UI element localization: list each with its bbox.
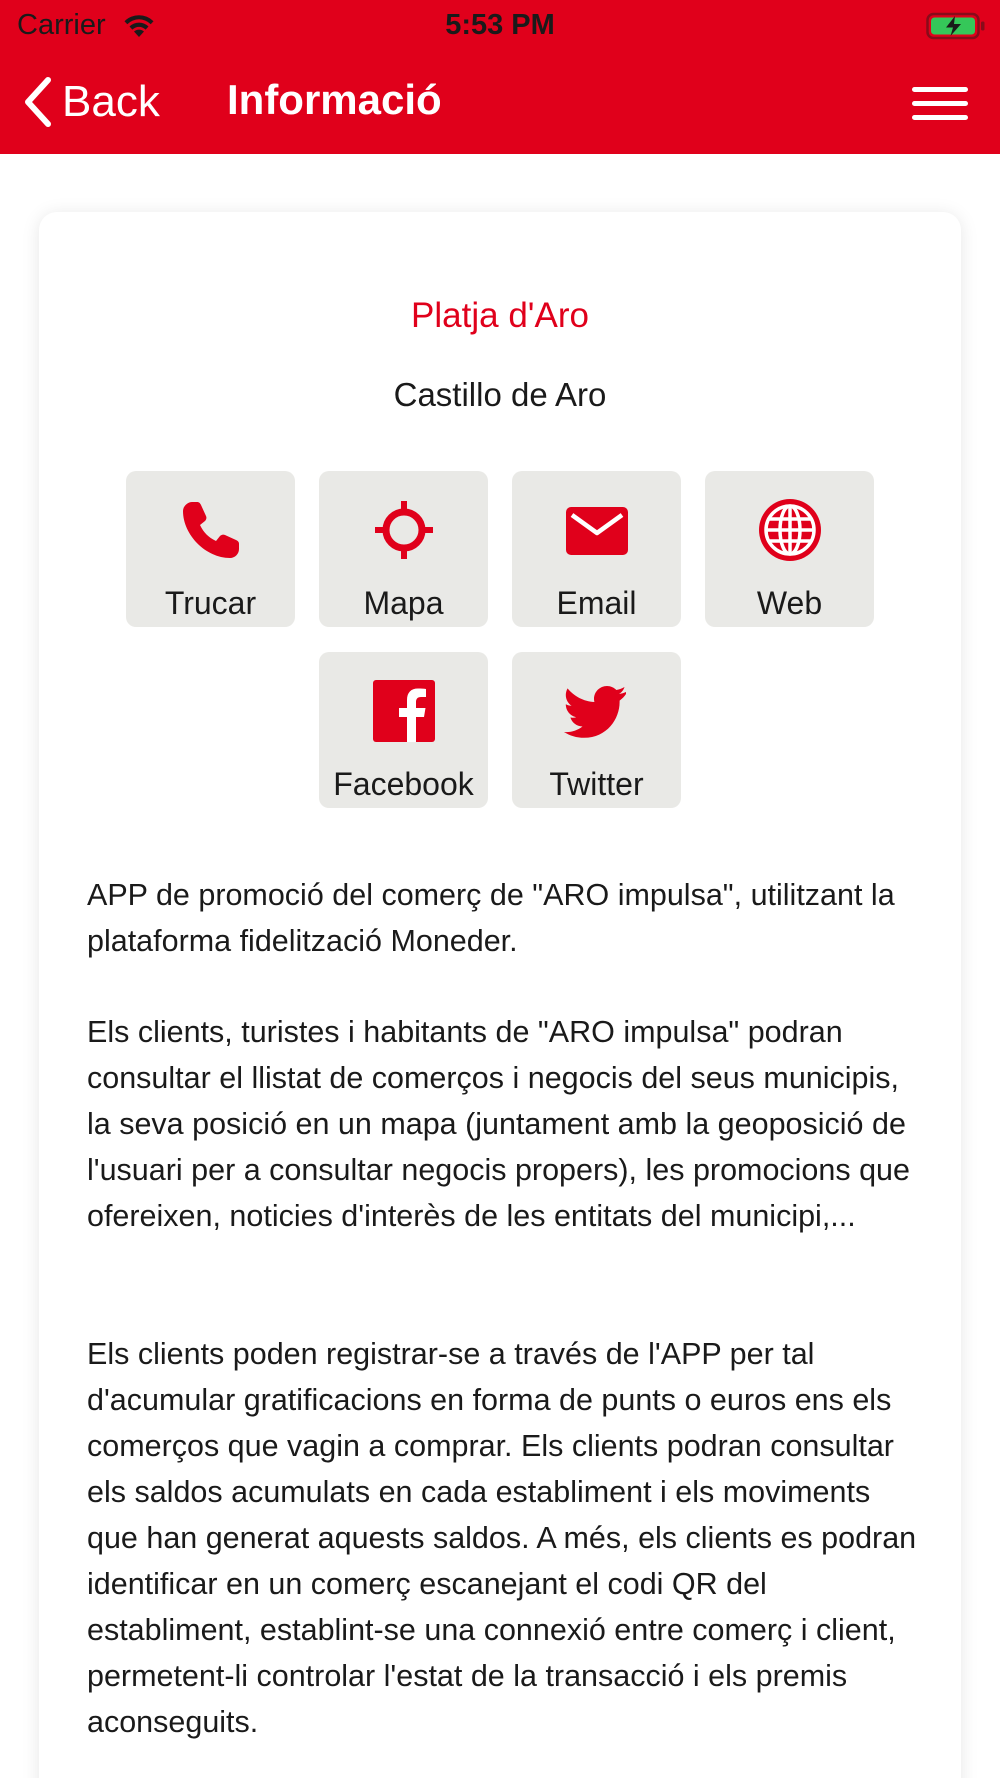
twitter-button[interactable] — [512, 652, 681, 808]
menu-line — [912, 115, 968, 120]
description-paragraph: Els clients, turistes i habitants de "ARO impulsa" podran consultar el llistat de comerços i negocis del seus municipis, la seva posició en un mapa (juntament amb la geoposició de l'usuari per a consultar negocis propers), les promocions que ofereixen, noticies d'interès de les entitats del municipi,... — [87, 1015, 910, 1233]
header — [0, 0, 1000, 154]
navigation-bar — [0, 50, 1000, 154]
description-paragraph: Els clients poden registrar-se a través de l'APP per tal d'acumular gratificacions en forma de punts o euros ens els comerços que vagin a comprar. Els clients podran consultar els saldos acumulats en cada establiment i els moviments que han generat aquests saldos. A més, els clients es podran identificar en un comerç escanejant el codi QR del establiment, establint-se una connexió entre comerç i client, permetent-li controlar l'estat de la transacció i els premis aconseguits. — [87, 1337, 917, 1739]
facebook-icon — [371, 678, 437, 744]
business-location: Castillo de Aro — [393, 376, 607, 413]
info-card — [39, 212, 961, 1778]
description-paragraph: APP de promoció del comerç de "ARO impulsa", utilitzant la plataforma fidelització Moneder. — [87, 878, 895, 958]
globe-icon — [757, 497, 823, 563]
back-label: Back — [62, 77, 160, 126]
menu-line — [912, 87, 968, 92]
business-name: Platja d'Aro — [411, 296, 589, 335]
carrier-label: Carrier — [17, 9, 106, 41]
crosshair-icon — [371, 497, 437, 563]
facebook-label: Facebook — [333, 766, 474, 802]
twitter-icon — [564, 678, 630, 744]
chevron-left-icon — [20, 76, 54, 128]
back-button[interactable] — [20, 74, 160, 130]
web-button[interactable] — [705, 471, 874, 627]
web-label: Web — [756, 585, 823, 621]
clock: 5:53 PM — [445, 9, 555, 41]
envelope-icon — [564, 497, 630, 563]
twitter-label: Twitter — [549, 766, 644, 802]
status-bar — [0, 0, 1000, 50]
call-label: Trucar — [164, 585, 257, 621]
hamburger-menu-button[interactable] — [910, 84, 972, 124]
email-label: Email — [556, 585, 637, 621]
phone-icon — [178, 497, 244, 563]
map-label: Mapa — [363, 585, 444, 621]
map-button[interactable] — [319, 471, 488, 627]
email-button[interactable] — [512, 471, 681, 627]
facebook-button[interactable] — [319, 652, 488, 808]
call-button[interactable] — [126, 471, 295, 627]
menu-line — [912, 101, 968, 106]
page-title: Informació — [227, 76, 442, 123]
battery-icon — [926, 12, 986, 40]
